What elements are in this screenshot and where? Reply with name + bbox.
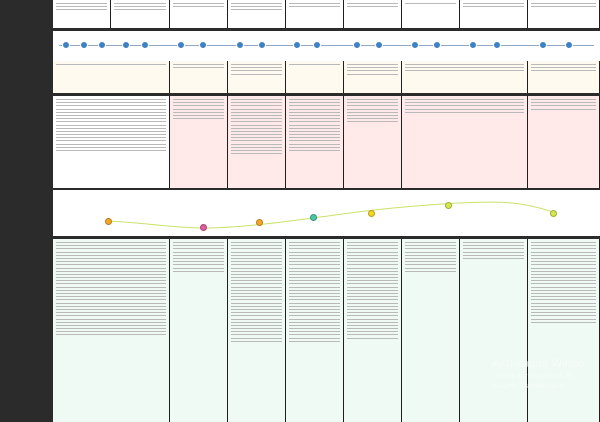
goal-cell[interactable] xyxy=(528,61,600,93)
touchpoint-node[interactable] xyxy=(122,41,130,49)
touchpoint-node[interactable] xyxy=(411,41,419,49)
watermark-line: раздел "Параметры". xyxy=(492,381,567,390)
solution-cell[interactable] xyxy=(228,239,286,422)
touchpoint-node[interactable] xyxy=(313,41,321,49)
solution-cell[interactable] xyxy=(528,239,600,422)
touchpoint-node[interactable] xyxy=(98,41,106,49)
row-solutions xyxy=(53,239,600,422)
stage-cell[interactable] xyxy=(402,0,460,28)
stage-cell[interactable] xyxy=(344,0,402,28)
watermark-line: Чтобы активировать W xyxy=(492,371,574,380)
pain-cell[interactable] xyxy=(53,96,170,188)
emotion-curve-band xyxy=(53,190,600,236)
touchpoint-node[interactable] xyxy=(236,41,244,49)
watermark-title: Активация Windo xyxy=(492,358,584,370)
stage-cell[interactable] xyxy=(170,0,228,28)
solution-cell[interactable] xyxy=(402,239,460,422)
goal-cell[interactable] xyxy=(53,61,170,93)
stage-cell[interactable] xyxy=(111,0,170,28)
goal-cell[interactable] xyxy=(402,61,528,93)
touchpoint-line xyxy=(59,45,594,46)
touchpoint-node[interactable] xyxy=(80,41,88,49)
stage-cell[interactable] xyxy=(460,0,528,28)
emotion-content-icon xyxy=(368,210,375,217)
goal-cell[interactable] xyxy=(170,61,228,93)
emotion-sad-icon xyxy=(105,218,112,225)
touchpoint-node[interactable] xyxy=(469,41,477,49)
touchpoint-node[interactable] xyxy=(293,41,301,49)
stage-cell[interactable] xyxy=(53,0,111,28)
pain-cell[interactable] xyxy=(228,96,286,188)
emotion-happy-icon xyxy=(445,202,452,209)
solution-cell[interactable] xyxy=(170,239,228,422)
solution-cell[interactable] xyxy=(53,239,170,422)
pain-cell[interactable] xyxy=(170,96,228,188)
goal-cell[interactable] xyxy=(344,61,402,93)
touchpoint-node[interactable] xyxy=(539,41,547,49)
solution-cell[interactable] xyxy=(286,239,344,422)
emotion-happy-icon xyxy=(550,210,557,217)
touchpoint-node[interactable] xyxy=(141,41,149,49)
emotion-frustrated-icon xyxy=(200,224,207,231)
row-pains xyxy=(53,96,600,188)
stage-cell[interactable] xyxy=(286,0,344,28)
emotion-curve xyxy=(53,190,600,236)
pain-cell[interactable] xyxy=(286,96,344,188)
touchpoint-node[interactable] xyxy=(433,41,441,49)
touchpoint-node[interactable] xyxy=(258,41,266,49)
touchpoint-node[interactable] xyxy=(493,41,501,49)
goal-cell[interactable] xyxy=(286,61,344,93)
touchpoint-node[interactable] xyxy=(353,41,361,49)
goal-cell[interactable] xyxy=(228,61,286,93)
row-labels-column xyxy=(0,0,52,422)
stage-cell[interactable] xyxy=(528,0,600,28)
touchpoint-node[interactable] xyxy=(565,41,573,49)
touchpoint-node[interactable] xyxy=(62,41,70,49)
touchpoint-track xyxy=(53,31,600,61)
touchpoint-node[interactable] xyxy=(375,41,383,49)
pain-cell[interactable] xyxy=(402,96,528,188)
stage-cell[interactable] xyxy=(228,0,286,28)
touchpoint-node[interactable] xyxy=(199,41,207,49)
pain-cell[interactable] xyxy=(344,96,402,188)
solution-cell[interactable] xyxy=(344,239,402,422)
touchpoint-node[interactable] xyxy=(177,41,185,49)
pain-cell[interactable] xyxy=(528,96,600,188)
solution-cell[interactable] xyxy=(460,239,528,422)
emotion-neutral-icon xyxy=(256,219,263,226)
emotion-calm-icon xyxy=(310,214,317,221)
row-goals xyxy=(53,61,600,93)
